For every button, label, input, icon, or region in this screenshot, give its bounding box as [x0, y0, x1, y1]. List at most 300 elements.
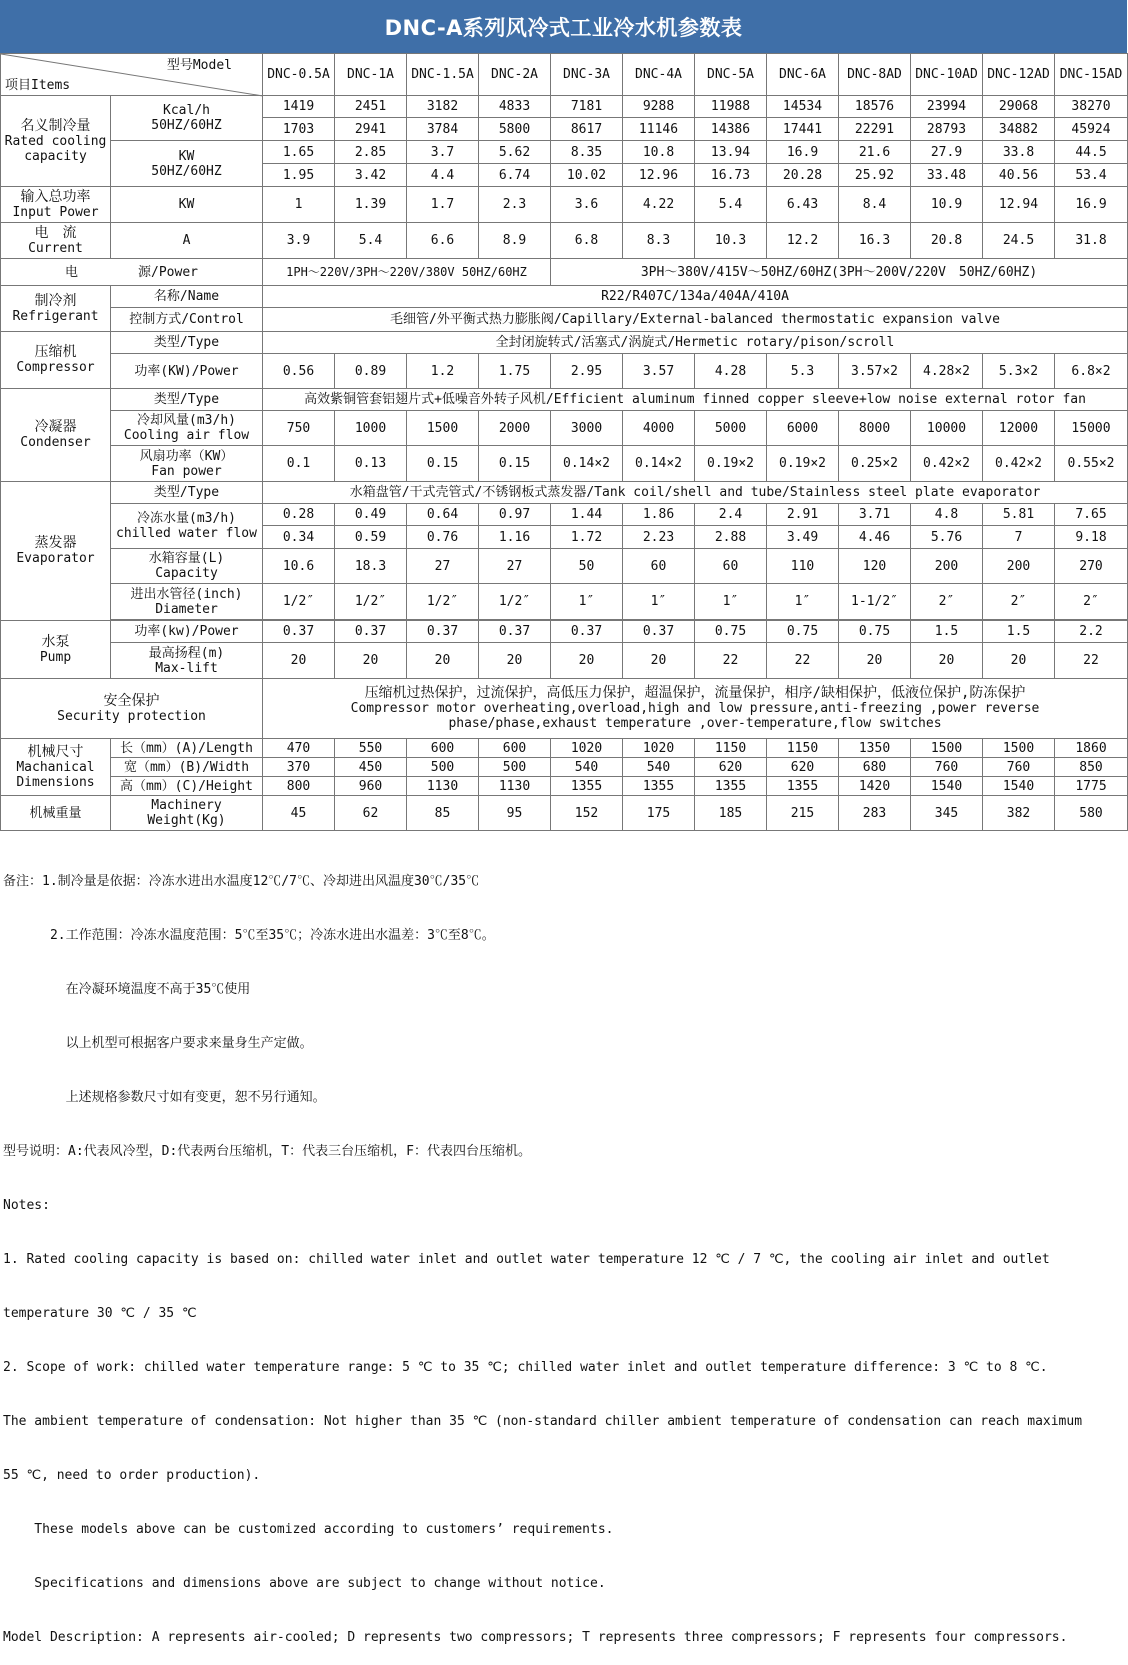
value-cell: 6.8 [551, 223, 623, 259]
value-cell: 0.97 [479, 504, 551, 526]
model-cell: DNC-2A [479, 54, 551, 96]
value-cell: 20 [911, 643, 983, 679]
value-cell: 5.4 [335, 223, 407, 259]
note-line: 型号说明：A:代表风冷型，D:代表两台压缩机，T：代表三台压缩机，F：代表四台压缩机。 [3, 1144, 531, 1159]
value-cell: 8000 [839, 411, 911, 446]
value-cell: 750 [263, 411, 335, 446]
value-cell: 1020 [623, 739, 695, 758]
value-cell: 0.19×2 [767, 446, 839, 482]
model-cell: DNC-3A [551, 54, 623, 96]
security-value: 压缩机过热保护，过流保护，高低压力保护，超温保护，流量保护，相序/缺相保护，低液位保护,防冻保护 Compressor motor overheating,overload,high and low pressure,anti-freezing ,power reverse phase/phase,exhaust temperature ,over-temperature,flow switches [263, 679, 1128, 739]
corner-header [1, 54, 263, 96]
value-cell: 1540 [911, 777, 983, 796]
note-line: Notes: [3, 1198, 50, 1213]
value-cell: 10.3 [695, 223, 767, 259]
pump-power-label: 功率(kw)/Power [111, 621, 263, 643]
value-cell: 2.23 [623, 526, 695, 549]
value-cell: 23994 [911, 96, 983, 118]
value-cell: 33.8 [983, 141, 1055, 164]
kcal-unit: Kcal/h 50HZ/60HZ [111, 96, 263, 141]
height-label: 高（mm）(C)/Height [111, 777, 263, 796]
value-cell: 1355 [623, 777, 695, 796]
value-cell: 270 [1055, 549, 1128, 584]
value-cell: 4.4 [407, 164, 479, 187]
items-label: 项目Items [5, 78, 71, 93]
value-cell: 600 [407, 739, 479, 758]
power-source-label: 电 源/Power [1, 259, 263, 286]
compressor-type-label: 类型/Type [111, 332, 263, 354]
value-cell: 27 [407, 549, 479, 584]
value-cell: 0.56 [263, 354, 335, 389]
value-cell: 5.4 [695, 187, 767, 223]
value-cell: 20 [263, 643, 335, 679]
condenser-fan-label: 风扇功率（KW） Fan power [111, 446, 263, 482]
value-cell: 1500 [911, 739, 983, 758]
table-row [1, 584, 1128, 620]
value-cell: 1-1/2″ [839, 584, 911, 620]
value-cell: 6.74 [479, 164, 551, 187]
value-cell: 44.5 [1055, 141, 1128, 164]
value-cell: 1.44 [551, 504, 623, 526]
value-cell: 1703 [263, 118, 335, 141]
compressor-type-value: 全封闭旋转式/活塞式/涡旋式/Hermetic rotary/pison/scroll [263, 332, 1128, 354]
value-cell: 960 [335, 777, 407, 796]
value-cell: 4.8 [911, 504, 983, 526]
value-cell: 0.37 [263, 621, 335, 643]
table-row [1, 286, 1128, 308]
refrigerant-label: 制冷剂 Refrigerant [1, 286, 111, 332]
model-label: 型号Model [166, 58, 232, 73]
evaporator-capacity-label: 水箱容量(L) Capacity [111, 549, 263, 584]
value-cell: 620 [767, 758, 839, 777]
value-cell: 3182 [407, 96, 479, 118]
table-row [1, 332, 1128, 354]
value-cell: 2.91 [767, 504, 839, 526]
value-cell: 550 [335, 739, 407, 758]
value-cell: 1000 [335, 411, 407, 446]
value-cell: 4.28 [695, 354, 767, 389]
security-row [1, 679, 1128, 739]
weight-sublabel: Machinery Weight(Kg) [111, 796, 263, 831]
value-cell: 185 [695, 796, 767, 831]
value-cell: 8.9 [479, 223, 551, 259]
value-cell: 20.28 [767, 164, 839, 187]
value-cell: 22291 [839, 118, 911, 141]
value-cell: 5.62 [479, 141, 551, 164]
note-line: 在冷凝环境温度不高于35℃使用 [3, 982, 251, 997]
value-cell: 1540 [983, 777, 1055, 796]
value-cell: 3784 [407, 118, 479, 141]
value-cell: 8.35 [551, 141, 623, 164]
value-cell: 0.75 [767, 621, 839, 643]
value-cell: 20 [983, 643, 1055, 679]
value-cell: 1/2″ [335, 584, 407, 620]
value-cell: 2.88 [695, 526, 767, 549]
value-cell: 10.02 [551, 164, 623, 187]
value-cell: 5.76 [911, 526, 983, 549]
value-cell: 6.43 [767, 187, 839, 223]
weight-label: 机械重量 [1, 796, 111, 831]
value-cell: 3.57 [623, 354, 695, 389]
table-row [1, 739, 1128, 758]
value-cell: 1.86 [623, 504, 695, 526]
refrigerant-name-value: R22/R407C/134a/404A/410A [263, 286, 1128, 308]
note-line: 2.工作范围：冷冻水温度范围：5℃至35℃；冷冻水进出水温差：3℃至8℃。 [3, 928, 495, 943]
value-cell: 9.18 [1055, 526, 1128, 549]
value-cell: 0.25×2 [839, 446, 911, 482]
value-cell: 18576 [839, 96, 911, 118]
current-label: 电 流 Current [1, 223, 111, 259]
value-cell: 1.5 [911, 621, 983, 643]
value-cell: 10.9 [911, 187, 983, 223]
value-cell: 28793 [911, 118, 983, 141]
value-cell: 11146 [623, 118, 695, 141]
value-cell: 1775 [1055, 777, 1128, 796]
value-cell: 2.4 [695, 504, 767, 526]
value-cell: 1.72 [551, 526, 623, 549]
value-cell: 10.8 [623, 141, 695, 164]
value-cell: 3.6 [551, 187, 623, 223]
value-cell: 120 [839, 549, 911, 584]
value-cell: 4.22 [623, 187, 695, 223]
value-cell: 2000 [479, 411, 551, 446]
value-cell: 0.37 [407, 621, 479, 643]
refrigerant-name-label: 名称/Name [111, 286, 263, 308]
value-cell: 2.2 [1055, 621, 1128, 643]
value-cell: 5.3×2 [983, 354, 1055, 389]
value-cell: 0.59 [335, 526, 407, 549]
note-line: 上述规格参数尺寸如有变更，恕不另行通知。 [3, 1090, 326, 1105]
value-cell: 24.5 [983, 223, 1055, 259]
value-cell: 540 [551, 758, 623, 777]
value-cell: 500 [407, 758, 479, 777]
value-cell: 20.8 [911, 223, 983, 259]
note-line: 55 ℃, need to order production). [3, 1468, 261, 1483]
condenser-type-value: 高效紫铜管套铝翅片式+低噪音外转子风机/Efficient aluminum finned copper sleeve+low noise external rotor fan [263, 389, 1128, 411]
value-cell: 1.2 [407, 354, 479, 389]
power-source-row [1, 259, 1128, 286]
value-cell: 1.65 [263, 141, 335, 164]
value-cell: 2941 [335, 118, 407, 141]
value-cell: 9288 [623, 96, 695, 118]
model-cell: DNC-5A [695, 54, 767, 96]
value-cell: 382 [983, 796, 1055, 831]
value-cell: 0.49 [335, 504, 407, 526]
value-cell: 45 [263, 796, 335, 831]
value-cell: 1/2″ [263, 584, 335, 620]
value-cell: 3.7 [407, 141, 479, 164]
value-cell: 540 [623, 758, 695, 777]
value-cell: 0.13 [335, 446, 407, 482]
value-cell: 17441 [767, 118, 839, 141]
value-cell: 16.73 [695, 164, 767, 187]
value-cell: 6.8×2 [1055, 354, 1128, 389]
value-cell: 4833 [479, 96, 551, 118]
model-cell: DNC-8AD [839, 54, 911, 96]
value-cell: 20 [551, 643, 623, 679]
value-cell: 500 [479, 758, 551, 777]
table-row [1, 141, 1128, 164]
value-cell: 0.15 [479, 446, 551, 482]
value-cell: 0.55×2 [1055, 446, 1128, 482]
note-line: Model Description: A represents air-cooled; D represents two compressors; T represents three compressors; F represents four compressors. [3, 1630, 1068, 1645]
value-cell: 27 [479, 549, 551, 584]
value-cell: 20 [479, 643, 551, 679]
evaporator-type-value: 水箱盘管/干式壳管式/不锈钢板式蒸发器/Tank coil/shell and tube/Stainless steel plate evaporator [263, 482, 1128, 504]
value-cell: 5800 [479, 118, 551, 141]
current-unit: A [111, 223, 263, 259]
value-cell: 1.75 [479, 354, 551, 389]
value-cell: 16.3 [839, 223, 911, 259]
value-cell: 110 [767, 549, 839, 584]
value-cell: 3.71 [839, 504, 911, 526]
model-cell: DNC-15AD [1055, 54, 1128, 96]
value-cell: 152 [551, 796, 623, 831]
value-cell: 6.6 [407, 223, 479, 259]
value-cell: 0.37 [551, 621, 623, 643]
value-cell: 0.89 [335, 354, 407, 389]
value-cell: 45924 [1055, 118, 1128, 141]
value-cell: 95 [479, 796, 551, 831]
table-row [1, 223, 1128, 259]
table-row [1, 482, 1128, 504]
value-cell: 60 [623, 549, 695, 584]
evaporator-type-label: 类型/Type [111, 482, 263, 504]
table-row [1, 621, 1128, 643]
value-cell: 0.75 [839, 621, 911, 643]
table-row [1, 308, 1128, 332]
value-cell: 0.14×2 [623, 446, 695, 482]
value-cell: 1.16 [479, 526, 551, 549]
value-cell: 53.4 [1055, 164, 1128, 187]
value-cell: 20 [623, 643, 695, 679]
value-cell: 680 [839, 758, 911, 777]
value-cell: 60 [695, 549, 767, 584]
value-cell: 0.64 [407, 504, 479, 526]
value-cell: 3.49 [767, 526, 839, 549]
value-cell: 1355 [695, 777, 767, 796]
value-cell: 0.37 [623, 621, 695, 643]
value-cell: 22 [695, 643, 767, 679]
value-cell: 12.96 [623, 164, 695, 187]
value-cell: 580 [1055, 796, 1128, 831]
value-cell: 0.37 [479, 621, 551, 643]
value-cell: 800 [263, 777, 335, 796]
value-cell: 16.9 [767, 141, 839, 164]
value-cell: 1.7 [407, 187, 479, 223]
spec-table [0, 53, 1128, 831]
note-line: Specifications and dimensions above are subject to change without notice. [3, 1576, 606, 1591]
value-cell: 15000 [1055, 411, 1128, 446]
value-cell: 620 [695, 758, 767, 777]
value-cell: 5.81 [983, 504, 1055, 526]
value-cell: 2.85 [335, 141, 407, 164]
value-cell: 0.42×2 [983, 446, 1055, 482]
table-row [1, 446, 1128, 482]
value-cell: 5000 [695, 411, 767, 446]
pump-label: 水泵 Pump [1, 621, 111, 679]
value-cell: 2.95 [551, 354, 623, 389]
value-cell: 0.42×2 [911, 446, 983, 482]
value-cell: 8.3 [623, 223, 695, 259]
value-cell: 450 [335, 758, 407, 777]
value-cell: 1500 [407, 411, 479, 446]
model-cell: DNC-1.5A [407, 54, 479, 96]
value-cell: 1″ [623, 584, 695, 620]
value-cell: 0.15 [407, 446, 479, 482]
value-cell: 2451 [335, 96, 407, 118]
value-cell: 370 [263, 758, 335, 777]
table-row [1, 187, 1128, 223]
value-cell: 1″ [767, 584, 839, 620]
table-row [1, 643, 1128, 679]
note-line: 2. Scope of work: chilled water temperature range: 5 ℃ to 35 ℃; chilled water inlet and outlet temperature difference: 3 ℃ to 8 ℃. [3, 1360, 1048, 1375]
table-row [1, 549, 1128, 584]
value-cell: 38270 [1055, 96, 1128, 118]
value-cell: 2.3 [479, 187, 551, 223]
value-cell: 1.95 [263, 164, 335, 187]
value-cell: 40.56 [983, 164, 1055, 187]
value-cell: 4.46 [839, 526, 911, 549]
value-cell: 200 [983, 549, 1055, 584]
note-line: 备注：1.制冷量是依据：冷冻水进出水温度12℃/7℃、冷却进出风温度30℃/35℃ [3, 874, 480, 889]
table-row [1, 777, 1128, 796]
value-cell: 215 [767, 796, 839, 831]
value-cell: 760 [983, 758, 1055, 777]
value-cell: 2″ [911, 584, 983, 620]
value-cell: 33.48 [911, 164, 983, 187]
evaporator-pipe-label: 进出水管径(inch) Diameter [111, 584, 263, 620]
power-source-small: 1PH～220V/3PH～220V/380V 50HZ/60HZ [263, 259, 551, 286]
value-cell: 1″ [551, 584, 623, 620]
condenser-air-label: 冷却风量(m3/h) Cooling air flow [111, 411, 263, 446]
value-cell: 0.28 [263, 504, 335, 526]
value-cell: 7.65 [1055, 504, 1128, 526]
value-cell: 20 [407, 643, 479, 679]
value-cell: 7 [983, 526, 1055, 549]
table-row [1, 389, 1128, 411]
length-label: 长（mm）(A)/Length [111, 739, 263, 758]
value-cell: 2″ [1055, 584, 1128, 620]
value-cell: 2″ [983, 584, 1055, 620]
value-cell: 1419 [263, 96, 335, 118]
page-title: DNC-A系列风冷式工业冷水机参数表 [0, 0, 1127, 53]
note-line: 1. Rated cooling capacity is based on: chilled water inlet and outlet water temperature 12 ℃ / 7 ℃, the cooling air inlet and outlet [3, 1252, 1050, 1267]
value-cell: 1 [263, 187, 335, 223]
value-cell: 27.9 [911, 141, 983, 164]
value-cell: 85 [407, 796, 479, 831]
value-cell: 850 [1055, 758, 1128, 777]
value-cell: 5.3 [767, 354, 839, 389]
value-cell: 50 [551, 549, 623, 584]
value-cell: 0.76 [407, 526, 479, 549]
value-cell: 1350 [839, 739, 911, 758]
value-cell: 470 [263, 739, 335, 758]
refrigerant-control-value: 毛细管/外平衡式热力膨胀阀/Capillary/External-balanced thermostatic expansion valve [263, 308, 1128, 332]
kw-unit: KW 50HZ/60HZ [111, 141, 263, 187]
value-cell: 62 [335, 796, 407, 831]
value-cell: 20 [335, 643, 407, 679]
table-row [1, 411, 1128, 446]
value-cell: 12000 [983, 411, 1055, 446]
value-cell: 1355 [767, 777, 839, 796]
input-power-unit: KW [111, 187, 263, 223]
value-cell: 11988 [695, 96, 767, 118]
model-cell: DNC-10AD [911, 54, 983, 96]
table-row [1, 354, 1128, 389]
value-cell: 12.94 [983, 187, 1055, 223]
evaporator-label: 蒸发器 Evaporator [1, 482, 111, 621]
value-cell: 1.39 [335, 187, 407, 223]
value-cell: 10000 [911, 411, 983, 446]
value-cell: 1150 [695, 739, 767, 758]
value-cell: 20 [839, 643, 911, 679]
value-cell: 600 [479, 739, 551, 758]
value-cell: 31.8 [1055, 223, 1128, 259]
value-cell: 760 [911, 758, 983, 777]
refrigerant-control-label: 控制方式/Control [111, 308, 263, 332]
note-line: These models above can be customized according to customers’ requirements. [3, 1522, 614, 1537]
compressor-power-label: 功率(KW)/Power [111, 354, 263, 389]
value-cell: 1420 [839, 777, 911, 796]
value-cell: 1.5 [983, 621, 1055, 643]
table-row [1, 796, 1128, 831]
value-cell: 1020 [551, 739, 623, 758]
value-cell: 1355 [551, 777, 623, 796]
dimensions-label: 机械尺寸 Machanical Dimensions [1, 739, 111, 796]
value-cell: 0.19×2 [695, 446, 767, 482]
width-label: 宽（mm）(B)/Width [111, 758, 263, 777]
note-line: 以上机型可根据客户要求来量身生产定做。 [3, 1036, 313, 1051]
value-cell: 14386 [695, 118, 767, 141]
condenser-label: 冷凝器 Condenser [1, 389, 111, 482]
value-cell: 1″ [695, 584, 767, 620]
value-cell: 0.14×2 [551, 446, 623, 482]
input-power-label: 输入总功率 Input Power [1, 187, 111, 223]
value-cell: 13.94 [695, 141, 767, 164]
value-cell: 8617 [551, 118, 623, 141]
value-cell: 29068 [983, 96, 1055, 118]
value-cell: 22 [1055, 643, 1128, 679]
value-cell: 25.92 [839, 164, 911, 187]
model-cell: DNC-12AD [983, 54, 1055, 96]
value-cell: 7181 [551, 96, 623, 118]
value-cell: 3.57×2 [839, 354, 911, 389]
condenser-type-label: 类型/Type [111, 389, 263, 411]
table-row [1, 504, 1128, 526]
value-cell: 175 [623, 796, 695, 831]
value-cell: 345 [911, 796, 983, 831]
value-cell: 6000 [767, 411, 839, 446]
value-cell: 3.42 [335, 164, 407, 187]
note-line: The ambient temperature of condensation: Not higher than 35 ℃ (non-standard chiller ambient temperature of condensation can reach maximum [3, 1414, 1083, 1429]
value-cell: 4000 [623, 411, 695, 446]
security-label: 安全保护 Security protection [1, 679, 263, 739]
model-cell: DNC-0.5A [263, 54, 335, 96]
value-cell: 21.6 [839, 141, 911, 164]
value-cell: 10.6 [263, 549, 335, 584]
value-cell: 18.3 [335, 549, 407, 584]
value-cell: 0.1 [263, 446, 335, 482]
pump-lift-label: 最高扬程(m) Max-lift [111, 643, 263, 679]
value-cell: 1/2″ [479, 584, 551, 620]
model-cell: DNC-6A [767, 54, 839, 96]
compressor-label: 压缩机 Compressor [1, 332, 111, 389]
value-cell: 3000 [551, 411, 623, 446]
model-cell: DNC-1A [335, 54, 407, 96]
value-cell: 12.2 [767, 223, 839, 259]
value-cell: 1130 [407, 777, 479, 796]
